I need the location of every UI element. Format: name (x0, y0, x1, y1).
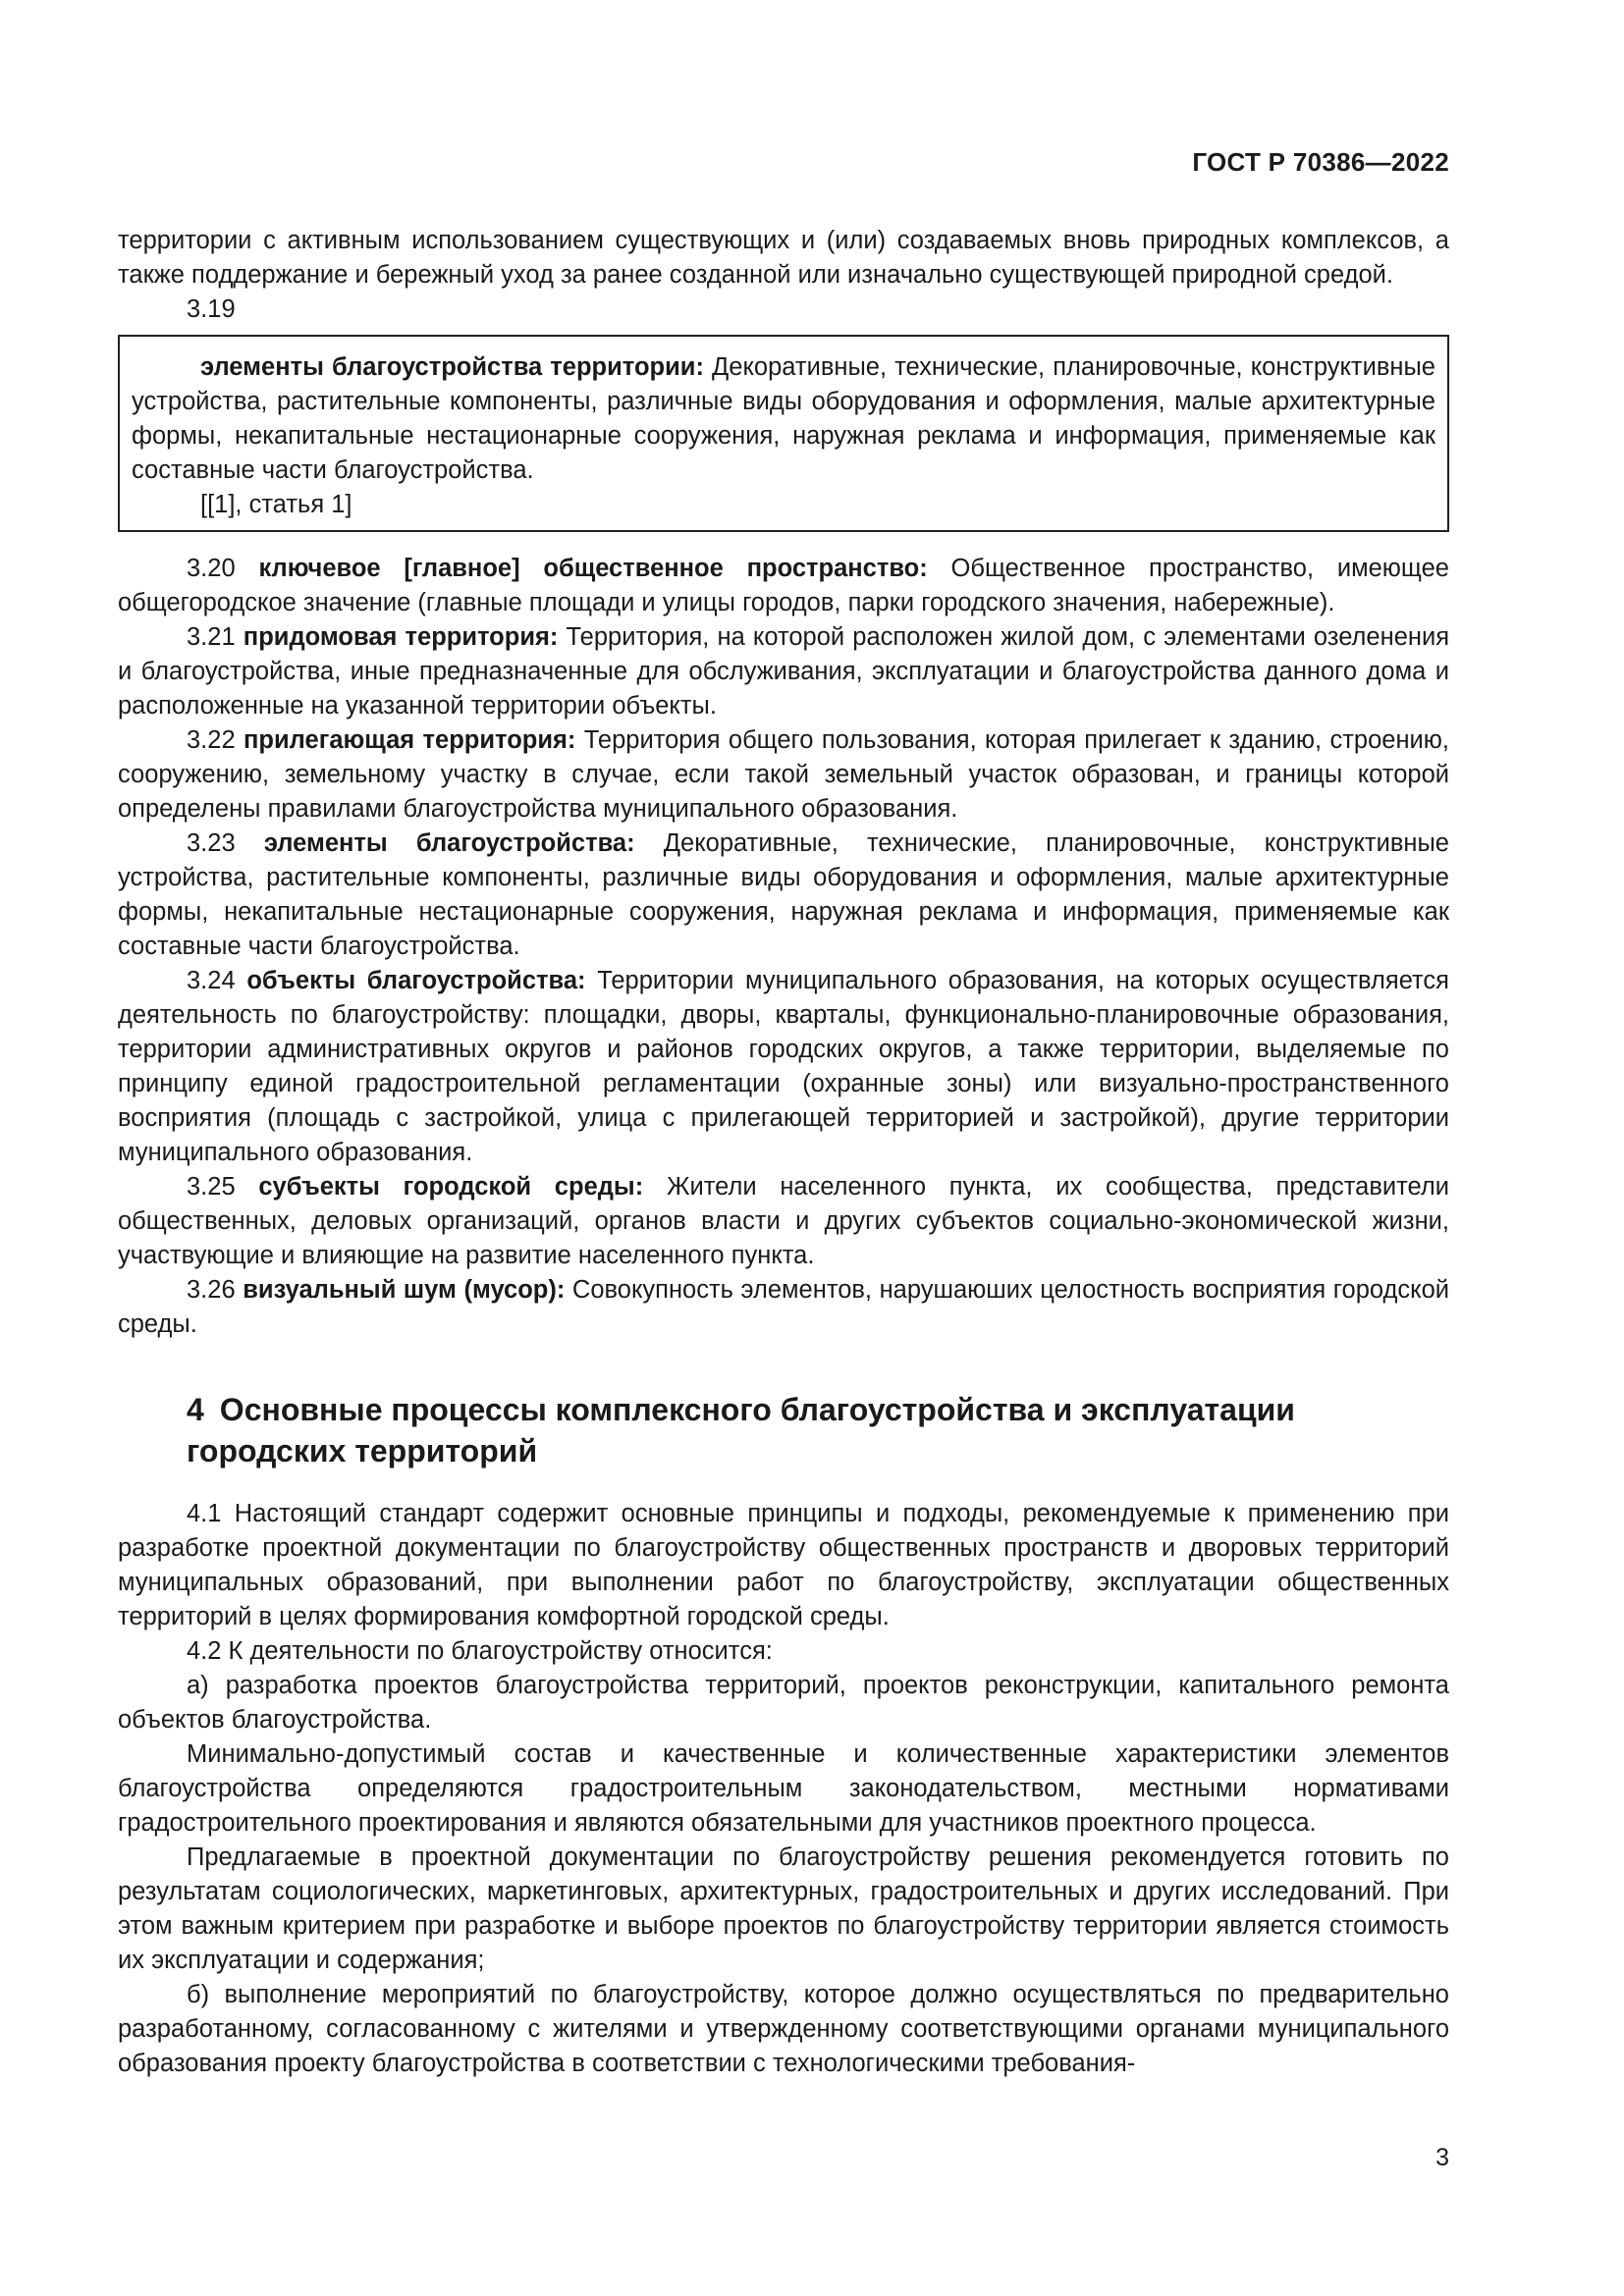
page-number: 3 (1435, 2144, 1449, 2171)
term-3-26 (118, 1273, 1449, 1342)
document-id-header: ГОСТ Р 70386—2022 (1192, 147, 1449, 177)
section-number: 4 (187, 1392, 204, 1427)
term-name: прилегающая территория: (244, 726, 576, 754)
section-4-heading (118, 1389, 1449, 1471)
term-3-23 (118, 827, 1449, 964)
term-definition: Территория общего пользования, которая прилегает к зданию, строению, сооружению, земельному участку в случае, если такой земельный участок образован, и границы которой определены правилами благоустройства муниципального образования. (118, 726, 1449, 823)
term-name: элементы благоустройства территории: (200, 353, 704, 381)
definition-3-19 (132, 350, 1435, 488)
definition-box-3-19 (118, 335, 1449, 532)
term-3-20 (118, 552, 1449, 620)
term-3-22 (118, 723, 1449, 827)
paragraph-4-2: 4.2 К деятельности по благоустройству относится: (187, 1637, 773, 1665)
term-definition: Общественное пространство, имеющее общегородское значение (главные площади и улицы городов, парки городского значения, набережные). (118, 555, 1449, 616)
paragraph-4-1: 4.1 Настоящий стандарт содержит основные принципы и подходы, рекомендуемые к применению при разработке проектной документации по благоустройству общественных пространств и дворовых территорий муниципальных образований, при выполнении работ по благоустройству, эксплуатации общественных территорий в целях формирования комфортной городской среды. (118, 1500, 1449, 1630)
paragraph-proposed-solutions: Предлагаемые в проектной документации по благоустройству решения рекомендуется готовить по результатам социологических, маркетинговых, архитектурных, градостроительных и других исследований. При этом важным критерием при разработке и выборе проектов по благоустройству территории является стоимость их эксплуатации и содержания; (118, 1843, 1449, 1974)
term-definition: Декоративные, технические, планировочные, конструктивные устройства, растительные компоненты, различные виды оборудования и оформления, малые архитектурные формы, некапитальные нестационарные сооружения, наружная реклама и информация, применяемые как составные части благоустройства. (132, 353, 1435, 484)
term-number: 3.25 (187, 1173, 236, 1201)
term-name: придомовая территория: (243, 623, 559, 651)
term-name: объекты благоустройства: (246, 967, 586, 994)
term-definition: Жители населенного пункта, их сообщества, представители общественных, деловых организаций, органов власти и других субъектов социально-экономической жизни, участвующие и влияющие на развитие населенного пункта. (118, 1173, 1449, 1269)
term-number: 3.24 (187, 967, 236, 994)
term-name: элементы благоустройства: (263, 829, 635, 857)
term-number-3-19: 3.19 (187, 295, 236, 323)
term-3-21 (118, 620, 1449, 723)
term-name: визуальный шум (мусор): (243, 1276, 566, 1304)
term-number: 3.20 (187, 555, 236, 582)
paragraph-intro-continuation: территории с активным использованием существующих и (или) создаваемых вновь природных комплексов, а также поддержание и бережный уход за ранее созданной или изначально существующей природной средой. (118, 227, 1449, 289)
term-definition: Совокупность элементов, нарушаюших целостность восприятия городской среды. (118, 1276, 1450, 1338)
paragraph-minimal-composition: Минимально-допустимый состав и качественные и количественные характеристики элементов благоустройства определяются градостроительным законодательством, местными нормативами градостроительного проектирования и являются обязательными для участников проектного процесса. (118, 1740, 1449, 1837)
term-number: 3.26 (187, 1276, 236, 1304)
term-number: 3.23 (187, 829, 236, 857)
paragraph-4-2-a: а) разработка проектов благоустройства территорий, проектов реконструкции, капитального ремонта объектов благоустройства. (118, 1672, 1449, 1734)
term-number: 3.21 (187, 623, 236, 651)
term-definition: Территория, на которой расположен жилой дом, с элементами озеленения и благоустройства, иные предназначенные для обслуживания, эксплуатации и благоустройства данного дома и расположенные на указанной территории объекты. (118, 623, 1450, 720)
term-definition: Территории муниципального образования, на которых осуществляется деятельность по благоустройству: площадки, дворы, кварталы, функционально-планировочные образования, территории административных округов и районов городских округов, а также территории, выделяемые по принципу единой градостроительной регламентации (охранные зоны) или визуально-пространственного восприятия (площадь с застройкой, улица с прилегающей территорией и застройкой), другие территории муниципального образования. (118, 967, 1449, 1166)
term-name: ключевое [главное] общественное пространство: (258, 555, 928, 582)
term-name: субъекты городской среды: (258, 1173, 644, 1201)
page-content (118, 224, 1449, 2081)
term-3-24 (118, 964, 1449, 1170)
document-page (118, 0, 1449, 2296)
paragraph-4-2-b: б) выполнение мероприятий по благоустройству, которое должно осуществляться по предварительно разработанному, согласованному с жителями и утвержденному соответствующими органами муниципального образования проекту благоустройства в соответствии с технологическими требования- (118, 1981, 1449, 2077)
term-3-25 (118, 1170, 1449, 1273)
term-number: 3.22 (187, 726, 236, 754)
term-definition: Декоративные, технические, планировочные, конструктивные устройства, растительные компоненты, различные виды оборудования и оформления, малые архитектурные формы, некапитальные нестационарные сооружения, наружная реклама и информация, применяемые как составные части благоустройства. (118, 829, 1449, 960)
definition-source-reference: [[1], статья 1] (200, 491, 352, 518)
section-title: Основные процессы комплексного благоустройства и эксплуатации городских территорий (187, 1392, 1295, 1468)
